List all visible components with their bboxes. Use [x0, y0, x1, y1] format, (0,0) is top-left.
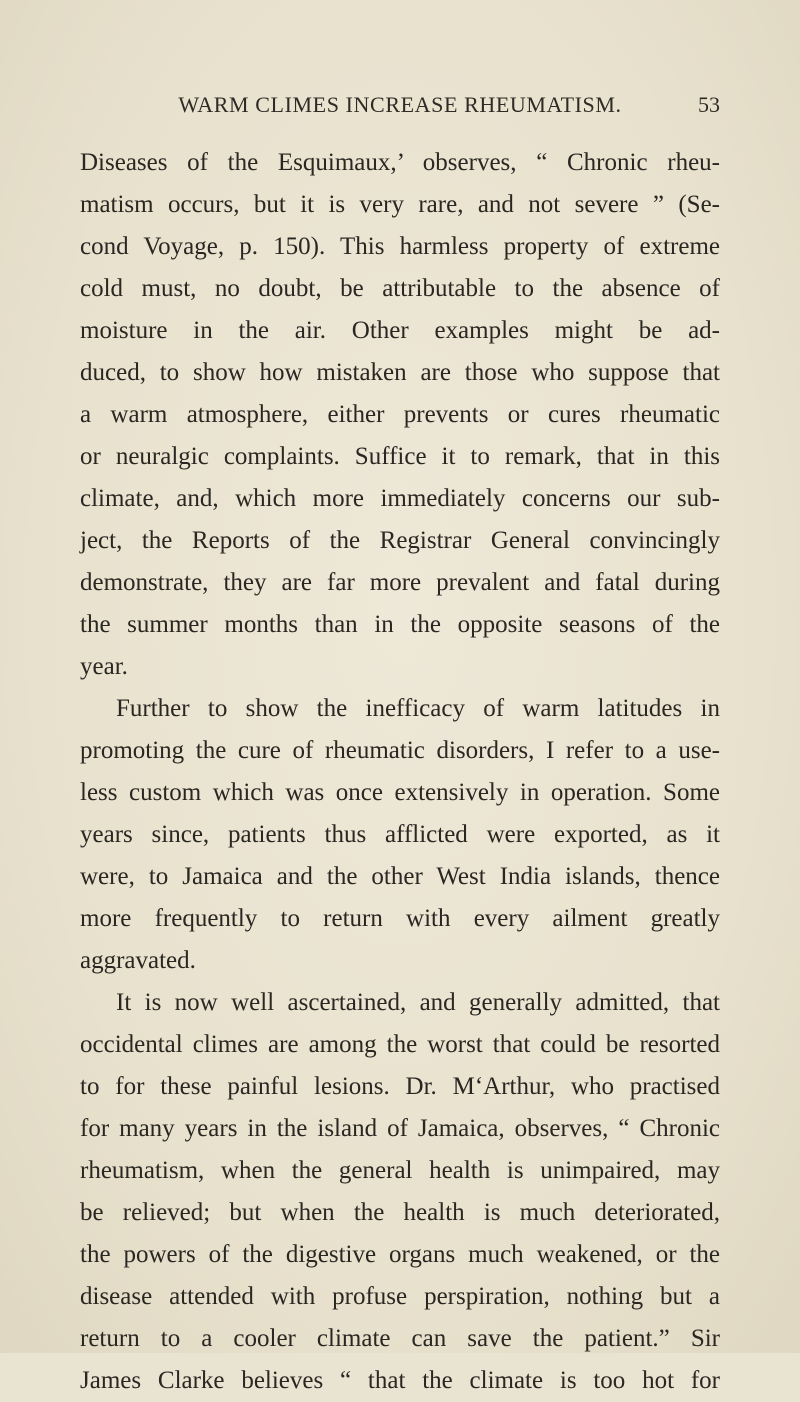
text-line: the powers of the digestive organs much weakened, or the: [80, 1241, 720, 1268]
running-title: WARM CLIMES INCREASE RHEUMATISM.: [178, 92, 622, 117]
text-line: promoting the cure of rheumatic disorders, I refer to a use-: [80, 737, 720, 764]
text-line: years since, patients thus afflicted were exported, as it: [80, 821, 720, 848]
text-line: duced, to show how mistaken are those who suppose that: [80, 359, 720, 386]
text-line: the summer months than in the opposite seasons of the: [80, 611, 720, 638]
text-line: occidental climes are among the worst that could be resorted: [80, 1031, 720, 1058]
text-line: James Clarke believes “ that the climate is too hot for: [80, 1367, 720, 1394]
text-line: cold must, no doubt, be attributable to the absence of: [80, 275, 720, 302]
text-line: moisture in the air. Other examples might be ad-: [80, 317, 720, 344]
text-line: be relieved; but when the health is much deteriorated,: [80, 1199, 720, 1226]
body-text: [80, 142, 720, 1402]
text-line: return to a cooler climate can save the patient.” Sir: [80, 1325, 720, 1352]
running-head: [80, 92, 720, 128]
text-line: rheumatism, when the general health is unimpaired, may: [80, 1157, 720, 1184]
text-line: more frequently to return with every ailment greatly: [80, 905, 720, 932]
text-line: a warm atmosphere, either prevents or cures rheumatic: [80, 401, 720, 428]
paragraph-start-line: It is now well ascertained, and generally admitted, that: [116, 989, 720, 1016]
text-line: less custom which was once extensively in operation. Some: [80, 779, 720, 806]
text-line: were, to Jamaica and the other West India islands, thence: [80, 863, 720, 890]
paragraph-start-line: Further to show the inefficacy of warm latitudes in: [116, 695, 720, 722]
text-line: to for these painful lesions. Dr. M‘Arthur, who practised: [80, 1073, 720, 1100]
paragraph-end-line: aggravated.: [80, 947, 196, 974]
text-line: ject, the Reports of the Registrar General convincingly: [80, 527, 720, 554]
text-line: climate, and, which more immediately concerns our sub-: [80, 485, 720, 512]
text-line: for many years in the island of Jamaica, observes, “ Chronic: [80, 1115, 720, 1142]
text-line: demonstrate, they are far more prevalent and fatal during: [80, 569, 720, 596]
text-line: disease attended with profuse perspiration, nothing but a: [80, 1283, 720, 1310]
page-number: 53: [698, 92, 720, 117]
text-line: or neuralgic complaints. Suffice it to remark, that in this: [80, 443, 720, 470]
text-line: Diseases of the Esquimaux,’ observes, “ Chronic rheu-: [80, 149, 720, 176]
paragraph-end-line: year.: [80, 653, 128, 680]
text-line: matism occurs, but it is very rare, and not severe ” (Se-: [80, 191, 720, 218]
text-line: cond Voyage, p. 150). This harmless property of extreme: [80, 233, 720, 260]
